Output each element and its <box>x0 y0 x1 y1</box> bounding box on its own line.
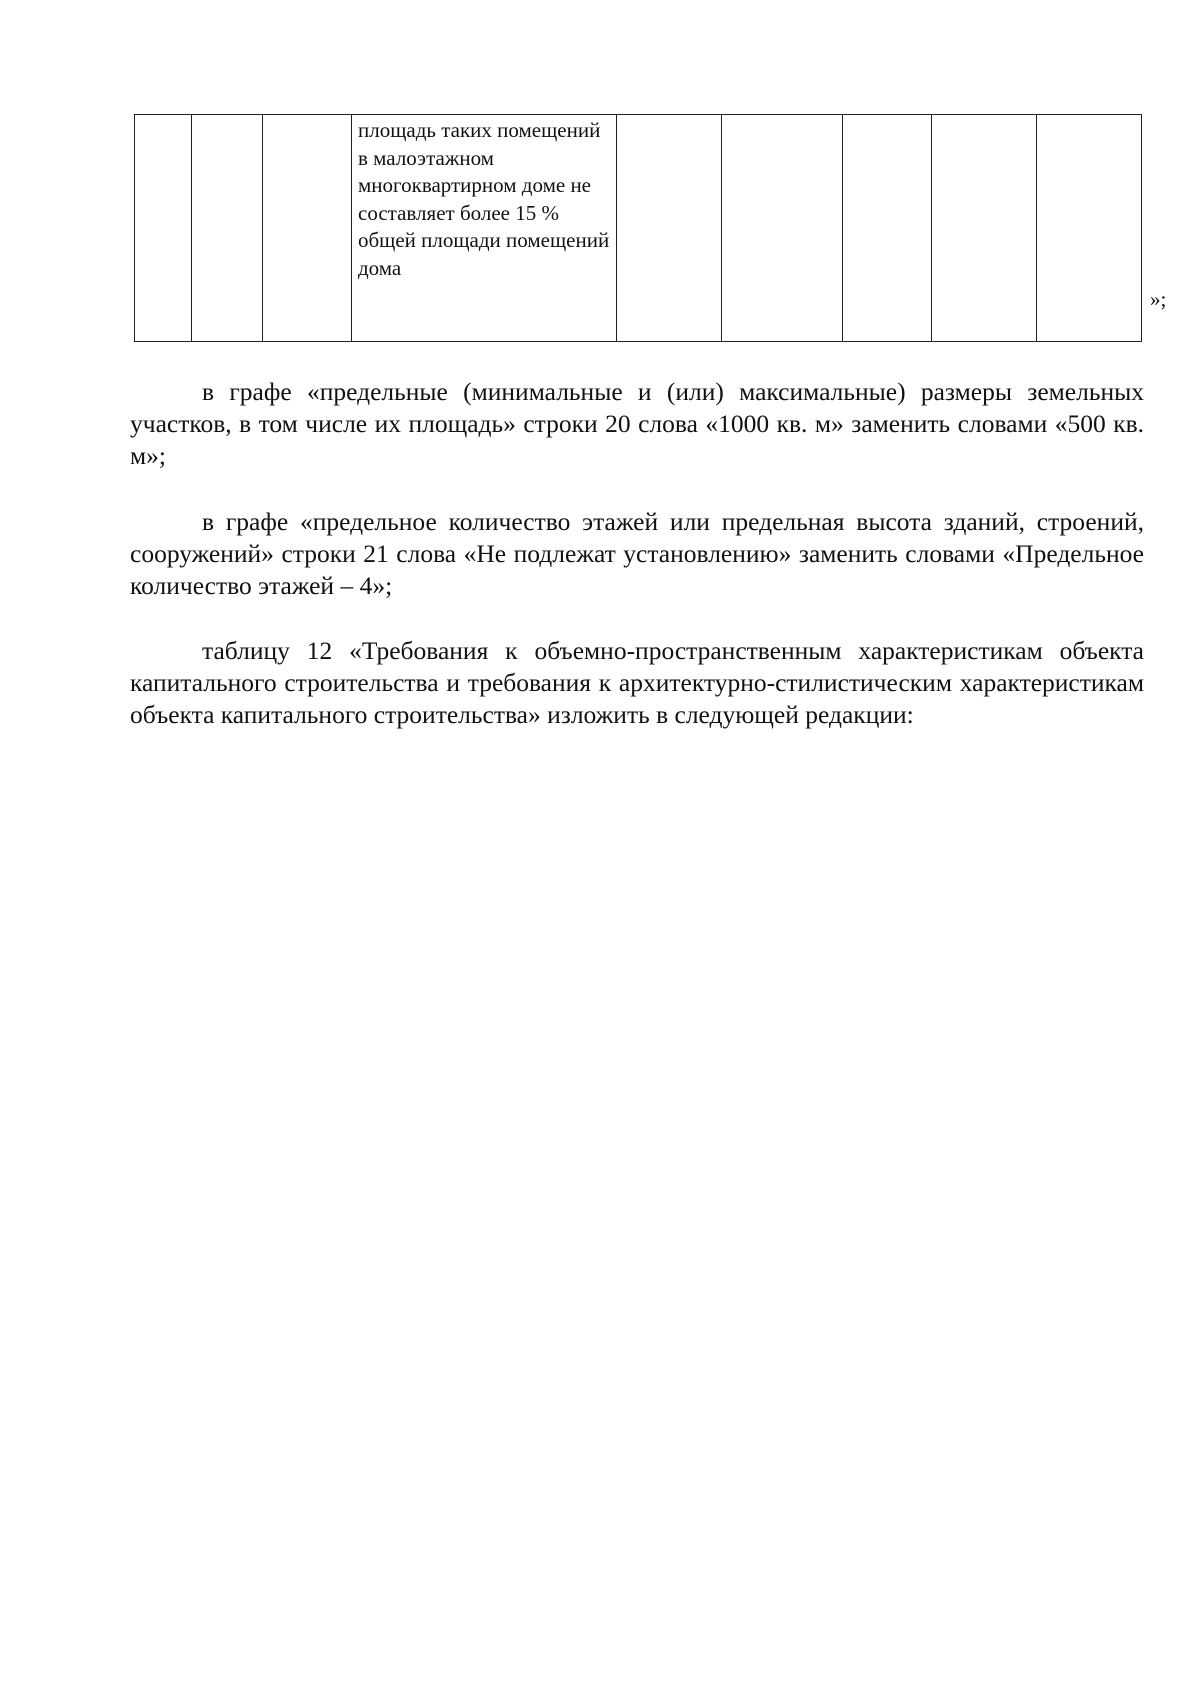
table-cell-empty <box>617 115 722 342</box>
amendment-paragraph-1: в графе «предельные (минимальные и (или) максимальные) размеры земельных участков, в том числе их площадь» строки 20 слова «1000 кв. м» заменить словами «500 кв. м»; <box>130 377 1144 470</box>
table-cell-empty <box>1037 115 1142 342</box>
amendment-paragraph-2: в графе «предельное количество этажей или предельная высота зданий, строений, сооружений» строки 21 слова «Не подлежат установлению» заменить словами «Предельное количество этажей – 4»; <box>130 507 1144 600</box>
table-fragment <box>134 114 1142 342</box>
table-row <box>135 115 1142 342</box>
table-cell-text <box>352 115 617 342</box>
table-cell-empty <box>135 115 192 342</box>
table-cell-text-content: площадь таких помещений в малоэтажном многоквартирном доме не составляет более 15 % общей площади помещений дома <box>358 118 610 280</box>
table-cell-empty <box>932 115 1037 342</box>
amendment-paragraph-3: таблицу 12 «Требования к объемно-пространственным характеристикам объекта капитального строительства и требования к архитектурно-стилистическим характеристикам объекта капитального строительства» изложить в следующей редакции: <box>130 636 1144 729</box>
table-cell-empty <box>722 115 843 342</box>
table-cell-empty <box>843 115 932 342</box>
closing-quote-mark: »; <box>1150 287 1167 311</box>
table-cell-empty <box>192 115 263 342</box>
table-cell-empty <box>263 115 352 342</box>
